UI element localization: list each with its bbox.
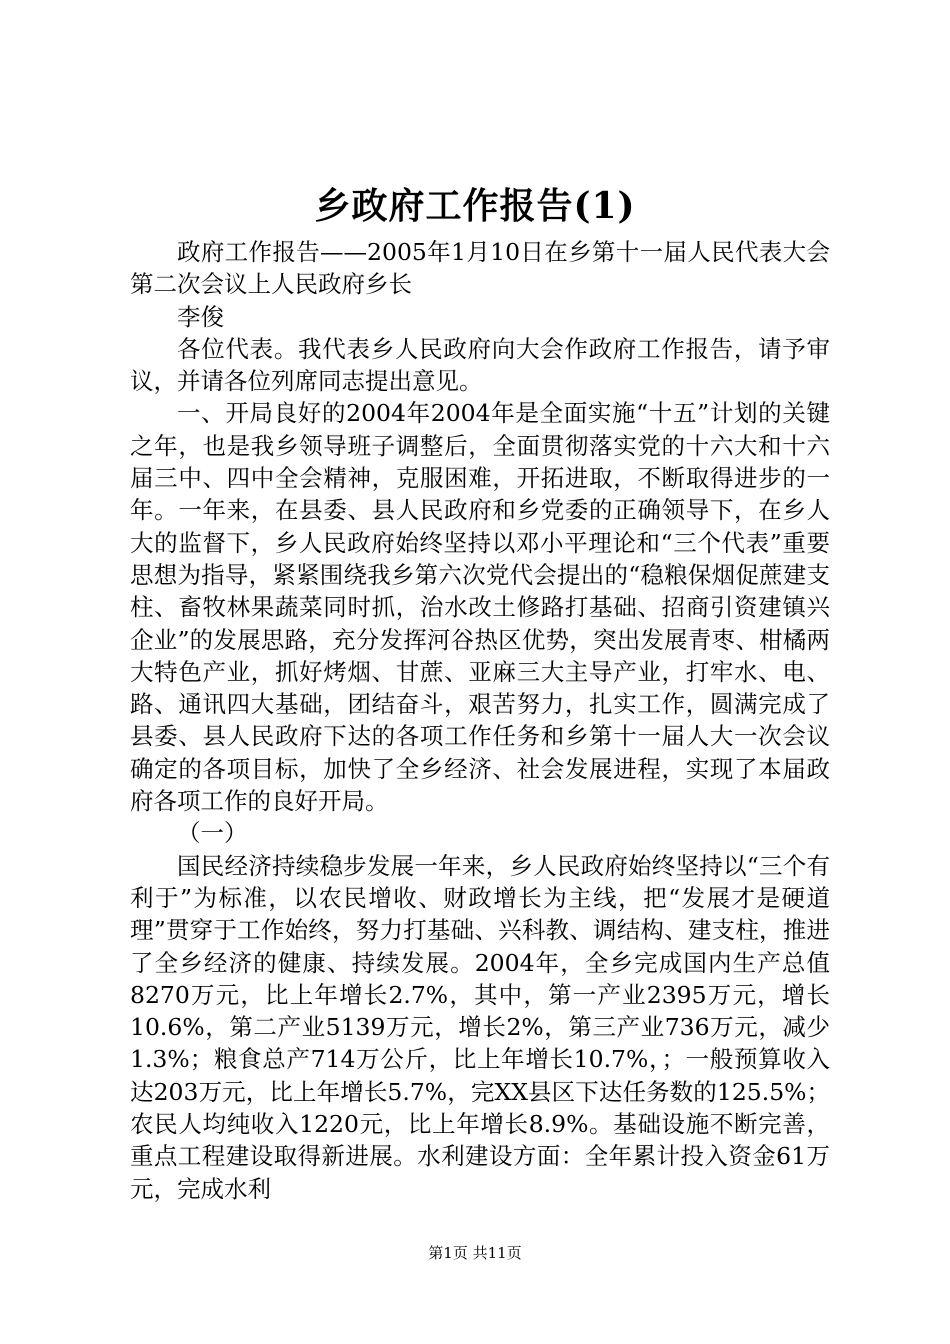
document-title: 乡政府工作报告(1) xyxy=(314,185,636,227)
paragraph-economy: 国民经济持续稳步发展一年来，乡人民政府始终坚持以“三个有利于”为标准，以农民增收、财政增长为主线，把“发展才是硬道理”贯穿于工作始终，努力打基础、兴科教、调结构、建支柱，推进了全乡经济的健康、持续发展。2004年，全乡完成国内生产总值8270万元，比上年增长2.7%，其中，第一产业2395万元，增长10.6%，第二产业5139万元，增长2%，第三产业736万元，减少1.3%；粮食总产714万公斤，比上年增长10.7%，；一般预算收入达203万元，比上年增长5.7%，完XX县区下达任务数的125.5%；农民人均纯收入1220元，比上年增长8.9%。基础设施不断完善，重点工程建设取得新进展。水利建设方面：全年累计投入资金61万元，完成水利 xyxy=(130,851,830,1203)
paragraph-subsection-heading: （一） xyxy=(177,819,248,848)
paragraph-greeting: 各位代表。我代表乡人民政府向大会作政府工作报告，请予审议，并请各位列席同志提出意见。 xyxy=(130,334,830,396)
page-number-footer: 第1页 共11页 xyxy=(428,1244,522,1262)
paragraph-subtitle: 政府工作报告——2005年1月10日在乡第十一届人民代表大会第二次会议上人民政府乡长 xyxy=(130,238,830,299)
paragraph-section-one: 一、开局良好的2004年2004年是全面实施“十五”计划的关键之年，也是我乡领导班子调整后，全面贯彻落实党的十六大和十六届三中、四中全会精神，克服困难，开拓进取，不断取得进步的一年。一年来，在县委、县人民政府和乡党委的正确领导下，在乡人大的监督下，乡人民政府始终坚持以邓小平理论和“三个代表”重要思想为指导，紧紧围绕我乡第六次党代会提出的“稳粮保烟促蔗建支柱、畜牧林果蔬菜同时抓，治水改土修路打基础、招商引资建镇兴企业”的发展思路，充分发挥河谷热区优势，突出发展青枣、柑橘两大特色产业，抓好烤烟、甘蔗、亚麻三大主导产业，打牢水、电、路、通讯四大基础，团结奋斗，艰苦努力，扎实工作，圆满完成了县委、县人民政府下达的各项工作任务和乡第十一届人大一次会议确定的各项目标，加快了全乡经济、社会发展进程，实现了本届政府各项工作的良好开局。 xyxy=(130,399,830,816)
paragraph-author: 李俊 xyxy=(177,302,224,331)
document-body xyxy=(130,236,830,1205)
